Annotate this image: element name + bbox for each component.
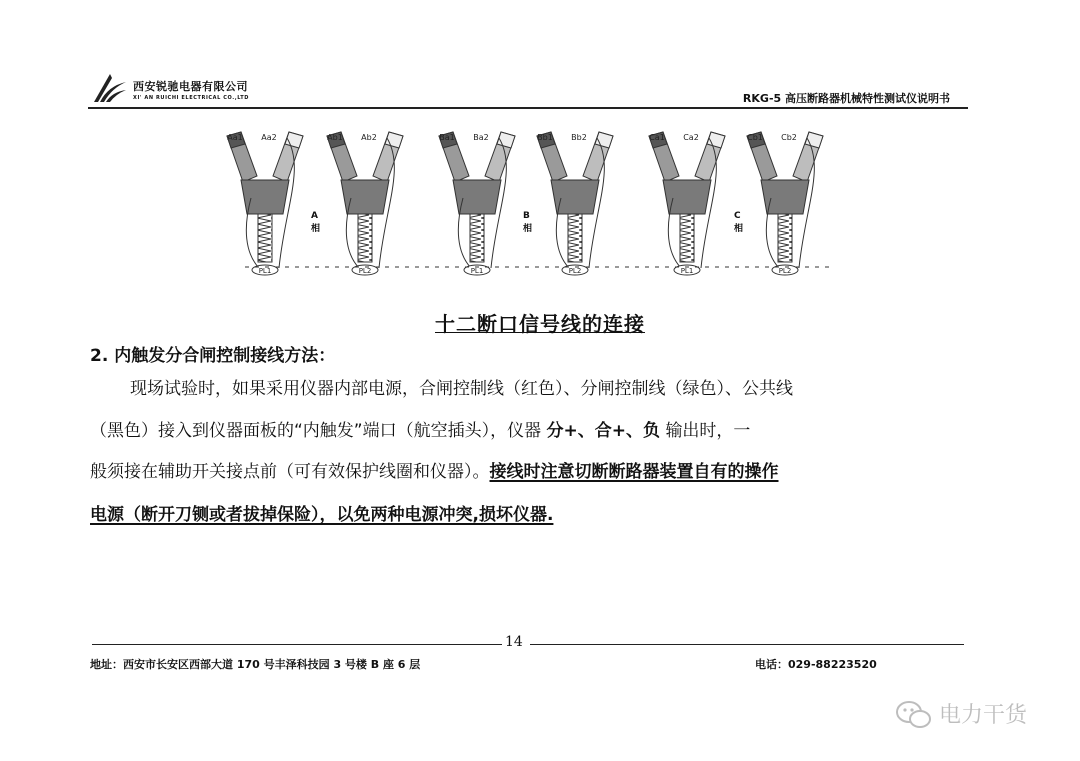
paragraph-line-1: 现场试验时，如果采用仪器内部电源，合闸控制线（红色）、分闸控制线（绿色）、公共线 bbox=[130, 379, 793, 399]
phase-label-c: C相 bbox=[734, 211, 744, 234]
paragraph-line-2 bbox=[90, 416, 970, 441]
port-label: PL1 bbox=[680, 267, 694, 275]
port-label: PL2 bbox=[568, 267, 582, 275]
line2-text-c: 输出时，一 bbox=[665, 421, 751, 441]
insulator-column bbox=[470, 214, 484, 262]
company-name: 西安锐驰电器有限公司 bbox=[133, 80, 248, 93]
company-name-en: XI' AN RUICHI ELECTRICAL CO.,LTD bbox=[133, 95, 250, 101]
terminal-label-right: Ca2 bbox=[683, 133, 699, 142]
wechat-icon bbox=[895, 700, 933, 730]
warning-text-a: 接线时注意切断断路器装置自有的操作 bbox=[489, 462, 779, 482]
terminal-label-left: Ab1 bbox=[327, 133, 343, 142]
breaker-pole bbox=[747, 132, 823, 275]
footer-divider-left bbox=[92, 644, 502, 645]
terminal-label-right: Aa2 bbox=[261, 133, 277, 142]
warning-text-b: 电源（断开刀铡或者拔掉保险），以免两种电源冲突,损坏仪器. bbox=[90, 505, 554, 525]
terminal-label-right: Bb2 bbox=[571, 133, 587, 142]
terminal-label-right: Ab2 bbox=[361, 133, 377, 142]
insulator-column bbox=[358, 214, 372, 262]
figure-caption: 十二断口信号线的连接 bbox=[435, 312, 645, 336]
footer-phone: 电话：029-88223520 bbox=[755, 658, 877, 671]
port-label: PL2 bbox=[778, 267, 792, 275]
terminal-label-left: Bb1 bbox=[537, 133, 553, 142]
breaker-pole bbox=[439, 132, 515, 275]
output-terminals: 分+、合+、负 bbox=[546, 421, 661, 441]
terminal-label-left: Ca1 bbox=[649, 133, 665, 142]
breaker-pole bbox=[227, 132, 303, 275]
line3-text-a: 般须接在辅助开关接点前（可有效保护线圈和仪器）。 bbox=[90, 462, 490, 482]
terminal-label-right: Ba2 bbox=[473, 133, 489, 142]
breaker-pole bbox=[649, 132, 725, 275]
port-label: PL1 bbox=[470, 267, 484, 275]
footer-divider-right bbox=[530, 644, 964, 645]
document-title: RKG-5 高压断路器机械特性测试仪说明书 bbox=[742, 92, 950, 105]
insulator-column bbox=[568, 214, 582, 262]
watermark-text: 电力干货 bbox=[939, 703, 1028, 728]
terminal-label-right: Cb2 bbox=[781, 133, 797, 142]
line2-text-a: （黑色）接入到仪器面板的“内触发”端口（航空插头），仪器 bbox=[90, 421, 542, 441]
phase-label-a: A相 bbox=[311, 211, 321, 234]
header-divider bbox=[88, 107, 968, 109]
paragraph-line-3 bbox=[90, 457, 970, 482]
page-number: 14 bbox=[505, 634, 523, 650]
phase-label-b: B相 bbox=[523, 211, 533, 234]
wiring-diagram bbox=[215, 128, 855, 278]
terminal-label-left: Aa1 bbox=[227, 133, 243, 142]
insulator-column bbox=[680, 214, 694, 262]
insulator-column bbox=[778, 214, 792, 262]
footer-address: 地址：西安市长安区西部大道 170 号丰泽科技园 3 号楼 B 座 6 层 bbox=[90, 658, 421, 671]
breaker-pole bbox=[327, 132, 403, 275]
breaker-pole bbox=[537, 132, 613, 275]
section-heading: 2. 内触发分合闸控制接线方法： bbox=[90, 346, 336, 366]
port-label: PL1 bbox=[258, 267, 272, 275]
terminal-label-left: Cb1 bbox=[747, 133, 763, 142]
company-logo bbox=[92, 72, 128, 108]
port-label: PL2 bbox=[358, 267, 372, 275]
terminal-label-left: Ba1 bbox=[439, 133, 455, 142]
insulator-column bbox=[258, 214, 272, 262]
